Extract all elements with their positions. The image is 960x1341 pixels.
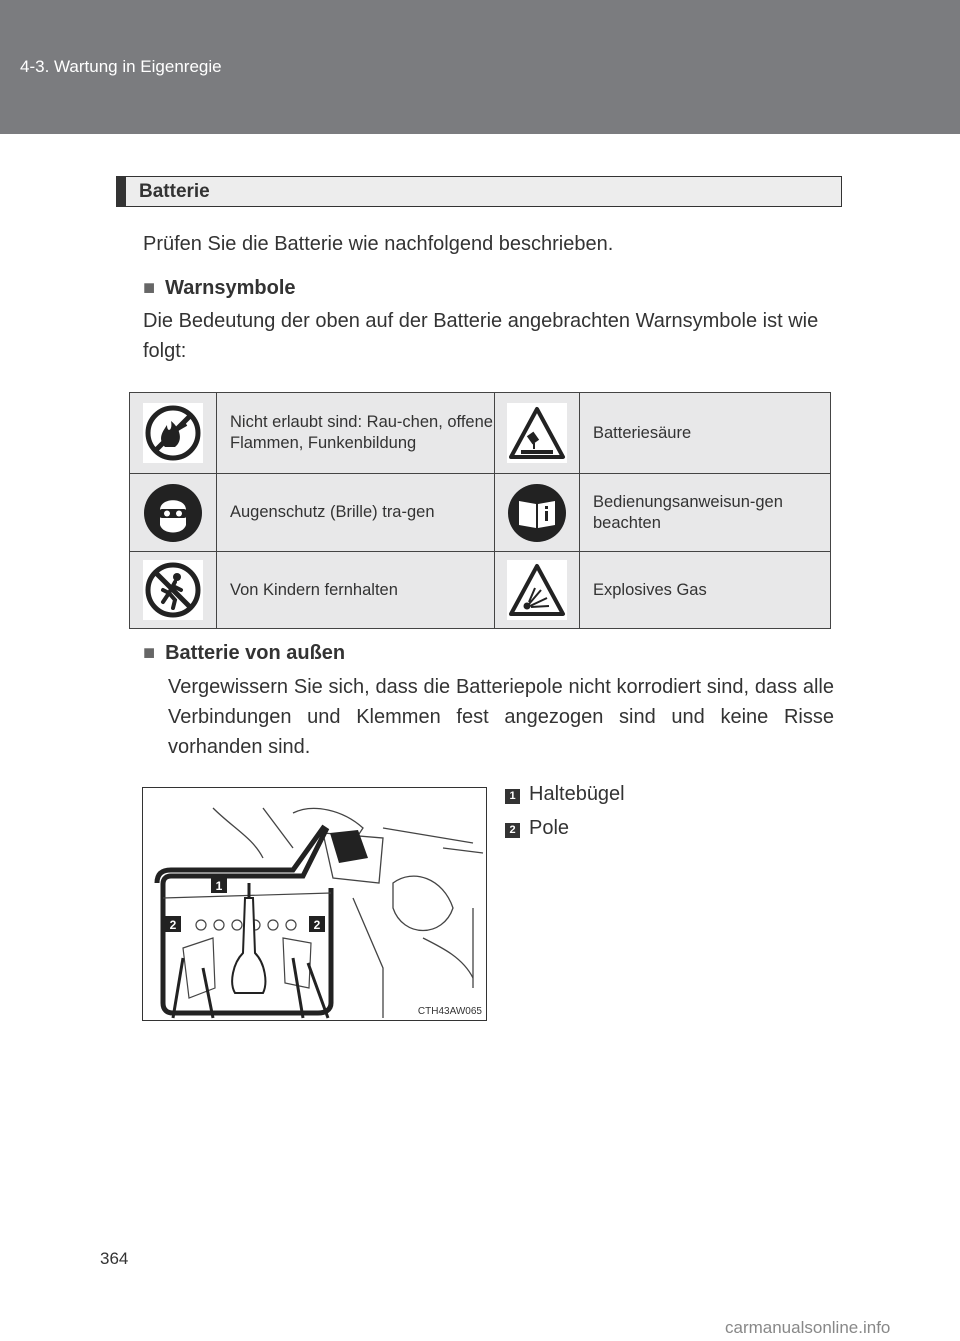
- eye-protection-icon: [143, 483, 203, 543]
- symbol-text: Von Kindern fernhalten: [217, 552, 495, 629]
- page-header: [0, 0, 960, 134]
- symbol-text: Batteriesäure: [580, 393, 831, 474]
- bullet-square-icon: ■: [143, 642, 156, 664]
- icon-cell: [495, 552, 580, 629]
- symbol-text: Nicht erlaubt sind: Rau-chen, offene Flammen, Funkenbildung: [217, 393, 495, 474]
- battery-illustration: [143, 788, 487, 1021]
- figure-code: CTH43AW065: [417, 1006, 482, 1017]
- outside-heading-label: Batterie von außen: [165, 642, 346, 664]
- figure-callout-2-left: 2: [169, 918, 177, 932]
- icon-cell: [495, 393, 580, 474]
- no-fire-icon: [143, 403, 203, 463]
- icon-cell: [130, 552, 217, 629]
- symbol-text: Bedienungsanweisun-gen beachten: [580, 474, 831, 552]
- watermark: carmanualsonline.info: [725, 1318, 891, 1337]
- figure-callout-2-right: 2: [313, 918, 321, 932]
- figure-callout-1: 1: [215, 879, 223, 893]
- legend-number-badge: 2: [505, 823, 520, 838]
- legend-label: Pole: [529, 817, 570, 839]
- section-title: Batterie: [139, 181, 210, 202]
- battery-figure: [142, 787, 487, 1021]
- symbol-text: Explosives Gas: [580, 552, 831, 629]
- legend-label: Haltebügel: [529, 783, 625, 805]
- header-section-title: 4-3. Wartung in Eigenregie: [20, 57, 222, 76]
- icon-cell: [130, 474, 217, 552]
- legend-item: [505, 783, 625, 806]
- legend-item: [505, 817, 569, 840]
- outside-text: Vergewissern Sie sich, dass die Batteriepole nicht korrodiert sind, dass alle Verbindungen und Klemmen fest angezogen sind und keine Risse vorhanden sind.: [168, 676, 834, 758]
- icon-cell: [495, 474, 580, 552]
- manual-icon: [507, 483, 567, 543]
- bullet-square-icon: ■: [143, 277, 156, 299]
- warn-text: Die Bedeutung der oben auf der Batterie angebrachten Warnsymbole ist wie folgt:: [143, 310, 819, 362]
- keep-away-children-icon: [143, 560, 203, 620]
- warn-heading-label: Warnsymbole: [165, 277, 296, 299]
- page-number: 364: [100, 1249, 129, 1268]
- intro-text: Prüfen Sie die Batterie wie nachfolgend beschrieben.: [143, 233, 614, 255]
- outside-heading: [143, 638, 345, 668]
- icon-cell: [130, 393, 217, 474]
- battery-acid-icon: [507, 403, 567, 463]
- table-row: [130, 393, 831, 474]
- section-title-bar: [116, 176, 842, 207]
- table-row: [130, 552, 831, 629]
- symbol-text: Augenschutz (Brille) tra-gen: [217, 474, 495, 552]
- warn-heading: [143, 273, 296, 303]
- explosive-gas-icon: [507, 560, 567, 620]
- section-accent: [117, 177, 126, 206]
- warning-symbols-table: [129, 392, 831, 629]
- table-row: [130, 474, 831, 552]
- legend-number-badge: 1: [505, 789, 520, 804]
